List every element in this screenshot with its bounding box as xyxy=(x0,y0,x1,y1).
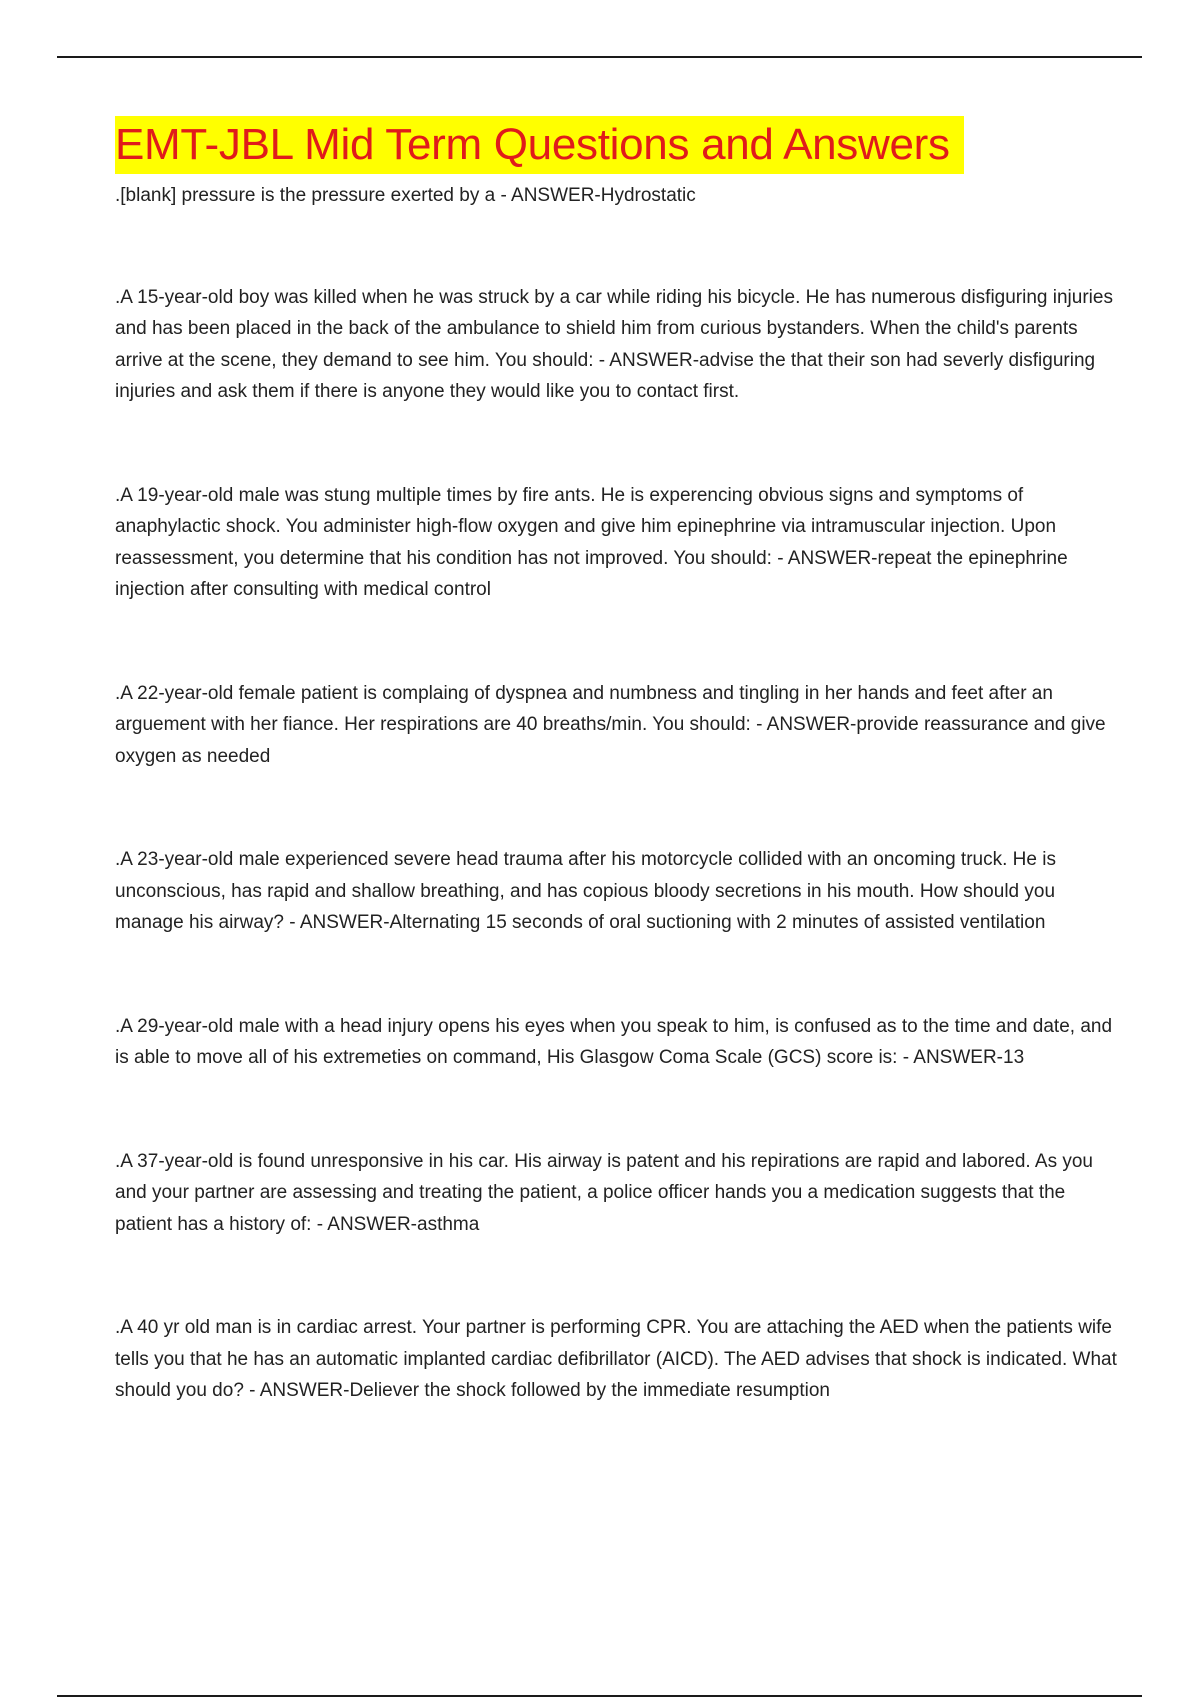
qa-item: .A 15-year-old boy was killed when he was struck by a car while riding his bicycle. He has numerous disfiguring injuries and has been placed in the back of the ambulance to shield him from curious bystanders. When the child's parents arrive at the scene, they demand to see him. You should: - ANSWER-advise the that their son had severly disfiguring injuries and ask them if there is anyone they would like you to contact first. xyxy=(115,286,1113,402)
qa-item: .A 23-year-old male experienced severe head trauma after his motorcycle collided with an oncoming truck. He is unconscious, has rapid and shallow breathing, and has copious bloody secretions in his mouth. How should you manage his airway? - ANSWER-Alternating 15 seconds of oral suctioning with 2 minutes of assisted ventilation xyxy=(115,849,1056,933)
qa-list xyxy=(115,180,1125,1407)
qa-item: .A 19-year-old male was stung multiple times by fire ants. He is experencing obvious signs and symptoms of anaphylactic shock. You administer high-flow oxygen and give him epinephrine via intramuscular injection. Upon reassessment, you determine that his condition has not improved. You should: - ANSWER-repeat the epinephrine injection after consulting with medical control xyxy=(115,484,1068,600)
qa-item: .A 37-year-old is found unresponsive in his car. His airway is patent and his repirations are rapid and labored. As you and your partner are assessing and treating the patient, a police officer hands you a medication suggests that the patient has a history of: - ANSWER-asthma xyxy=(115,1150,1093,1235)
bottom-divider xyxy=(57,1695,1142,1697)
top-divider xyxy=(57,56,1142,58)
qa-item: .[blank] pressure is the pressure exerted by a - ANSWER-Hydrostatic xyxy=(115,185,696,206)
page-title: EMT-JBL Mid Term Questions and Answers xyxy=(115,116,964,174)
qa-item: .A 40 yr old man is in cardiac arrest. Your partner is performing CPR. You are attaching the AED when the patients wife tells you that he has an automatic implanted cardiac defibrillator (AICD). The AED advises that shock is indicated. What should you do? - ANSWER-Deliever the shock followed by the immediate resumption xyxy=(115,1317,1117,1401)
qa-item: .A 29-year-old male with a head injury opens his eyes when you speak to him, is confused as to the time and date, and is able to move all of his extremeties on command, His Glasgow Coma Scale (GCS) score is: - ANSWER-13 xyxy=(115,1015,1113,1068)
document-body xyxy=(115,116,1125,1479)
qa-item: .A 22-year-old female patient is complaing of dyspnea and numbness and tingling in her hands and feet after an arguement with her fiance. Her respirations are 40 breaths/min. You should: - ANSWER-provide reassurance and give oxygen as needed xyxy=(115,682,1106,767)
